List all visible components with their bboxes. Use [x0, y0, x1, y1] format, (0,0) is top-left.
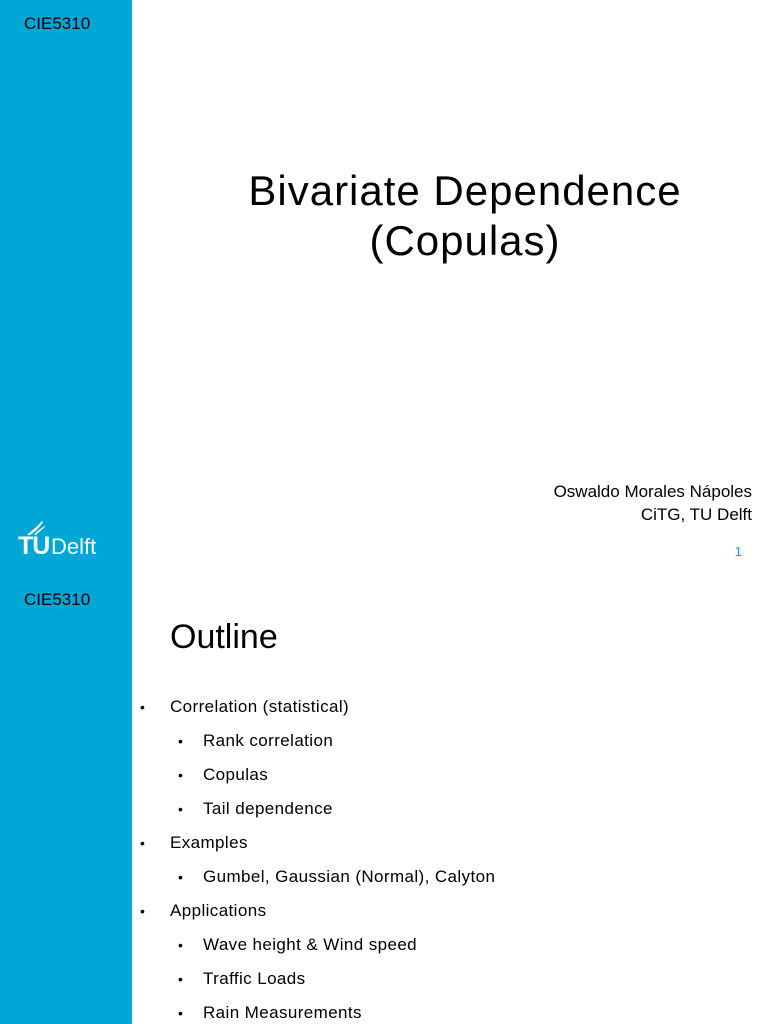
outline-subitem: • Rain Measurements	[140, 1000, 495, 1024]
author-block	[554, 480, 752, 526]
outline-item: • Examples	[140, 830, 495, 864]
author-affiliation: CiTG, TU Delft	[640, 505, 752, 524]
outline-item: • Applications	[140, 898, 495, 932]
course-code: CIE5310	[24, 14, 91, 33]
tudelft-logo	[18, 520, 118, 562]
title-line-1: Bivariate Dependence	[248, 167, 682, 214]
logo-delft-text: Delft	[51, 534, 97, 559]
sidebar-band	[0, 0, 132, 576]
outline-subitem: • Wave height & Wind speed	[140, 932, 495, 966]
page-number: 1	[734, 544, 742, 559]
slide-outline	[0, 576, 768, 1024]
logo-tu-text: TU	[18, 532, 50, 560]
outline-item: • Correlation (statistical)	[140, 694, 495, 728]
outline-title: Outline	[170, 618, 278, 656]
sidebar-band	[0, 576, 132, 1024]
outline-subitem: • Gumbel, Gaussian (Normal), Calyton	[140, 864, 495, 898]
outline-list	[140, 694, 495, 1024]
outline-subitem: • Copulas	[140, 762, 495, 796]
outline-subitem: • Tail dependence	[140, 796, 495, 830]
title-line-2: (Copulas)	[369, 217, 561, 264]
author-name: Oswaldo Morales Nápoles	[553, 482, 752, 501]
slide-title-text	[160, 166, 768, 266]
outline-subitem: • Traffic Loads	[140, 966, 495, 1000]
outline-subitem: • Rank correlation	[140, 728, 495, 762]
course-code: CIE5310	[24, 590, 91, 609]
